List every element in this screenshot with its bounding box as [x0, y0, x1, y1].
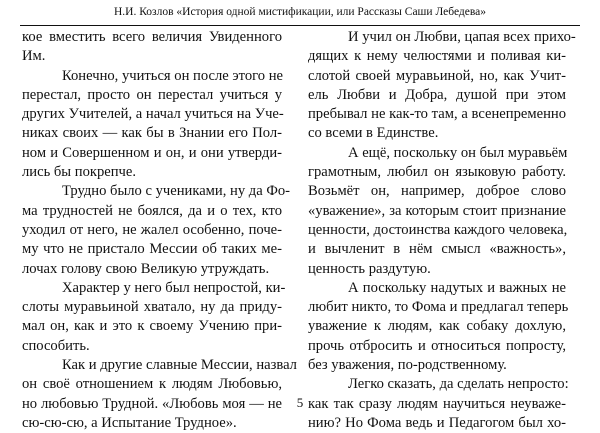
text-line: он своё отношением к людям Любовью, [22, 376, 282, 393]
text-line: «уважение», за которым стоит признание [308, 202, 566, 219]
text-line: Конечно, учиться он после этого не [62, 67, 284, 84]
text-line: со всеми в Единстве. [308, 125, 439, 142]
text-line: слоты муравьиной хватало, ну да приду- [22, 299, 282, 316]
text-line: уходил от него, не жалел особенно, поче- [22, 221, 282, 238]
text-line: способить. [22, 337, 90, 354]
text-line: других Учителей, а начал учиться на Уче- [22, 106, 284, 123]
text-line: сю-сю-сю, а Испытание Трудное». [22, 414, 237, 431]
text-line: Возьмёт он, например, доброе слово [308, 183, 566, 200]
right-column [308, 28, 576, 433]
left-column [22, 28, 297, 433]
running-header: Н.И. Козлов «История одной мистификации, или Рассказы Саши Лебедева» [113, 6, 487, 18]
text-line: Им. [22, 48, 46, 65]
text-line: как так сразу людям научиться неуваже- [308, 395, 566, 412]
header-rule [20, 25, 580, 26]
text-line: му что не пристало Мессии об таких ме- [22, 241, 282, 258]
text-line: нию? Но Фома ведь и Педагогом был хо- [308, 414, 566, 431]
text-line: мал он, как и это к своему Учению при- [22, 318, 282, 335]
text-line: грамотным, любил он языковую работу. [308, 164, 566, 181]
text-line: А поскольку надутых и важных не [348, 279, 566, 296]
text-line: лочах голову свою Великую утруждать. [22, 260, 270, 277]
text-line: и вычленит в нём смысл «важность», [308, 241, 566, 258]
text-line: Характер у него был непростой, ки- [62, 279, 286, 296]
text-line: ма трудностей не боялся, да и о тех, кто [22, 202, 282, 219]
text-line: дящих к нему челюстями и поливая ки- [308, 48, 566, 65]
text-line: ель Любви и Добра, душой при этом [308, 86, 566, 103]
text-line: ценность раздутую. [308, 260, 431, 277]
text-line: пребывал не как-то там, а всенепременно [308, 106, 566, 123]
text-line: кое вместить всего величия Увиденного [22, 29, 282, 45]
text-line: уважение к людям, как собаку дохлую, [308, 318, 566, 335]
text-line: слотой своей муравьиной, но, как Учит- [308, 67, 566, 84]
text-line: перестал, просто он перестал учиться у [22, 86, 282, 103]
page-number: 5 [296, 395, 304, 410]
text-line: Трудно было с учениками, ну да Фо- [62, 183, 291, 200]
text-line: И учил он Любви, цапая всех прихо- [348, 29, 576, 45]
text-line: Как и другие славные Мессии, назвал [62, 357, 297, 374]
text-line: но любовью Трудной. «Любовь моя — не [22, 395, 282, 412]
text-line: лись бы покрепче. [22, 164, 136, 181]
text-line: без уважения, по-родственному. [308, 357, 507, 374]
text-line: никах своих — как бы в Знании его Пол- [22, 125, 282, 142]
text-line: А ещё, поскольку он был муравьём [348, 144, 568, 161]
text-line: ном и Совершенном и он, и они утверди- [22, 144, 282, 161]
text-line: любит никто, то Фома и предлагал теперь [308, 299, 569, 316]
text-line: ценности, достоинства каждого человека, [308, 221, 568, 238]
text-line: прочь отбросить и относиться попросту, [308, 337, 566, 354]
text-line: Легко сказать, да сделать непросто: [348, 376, 569, 393]
